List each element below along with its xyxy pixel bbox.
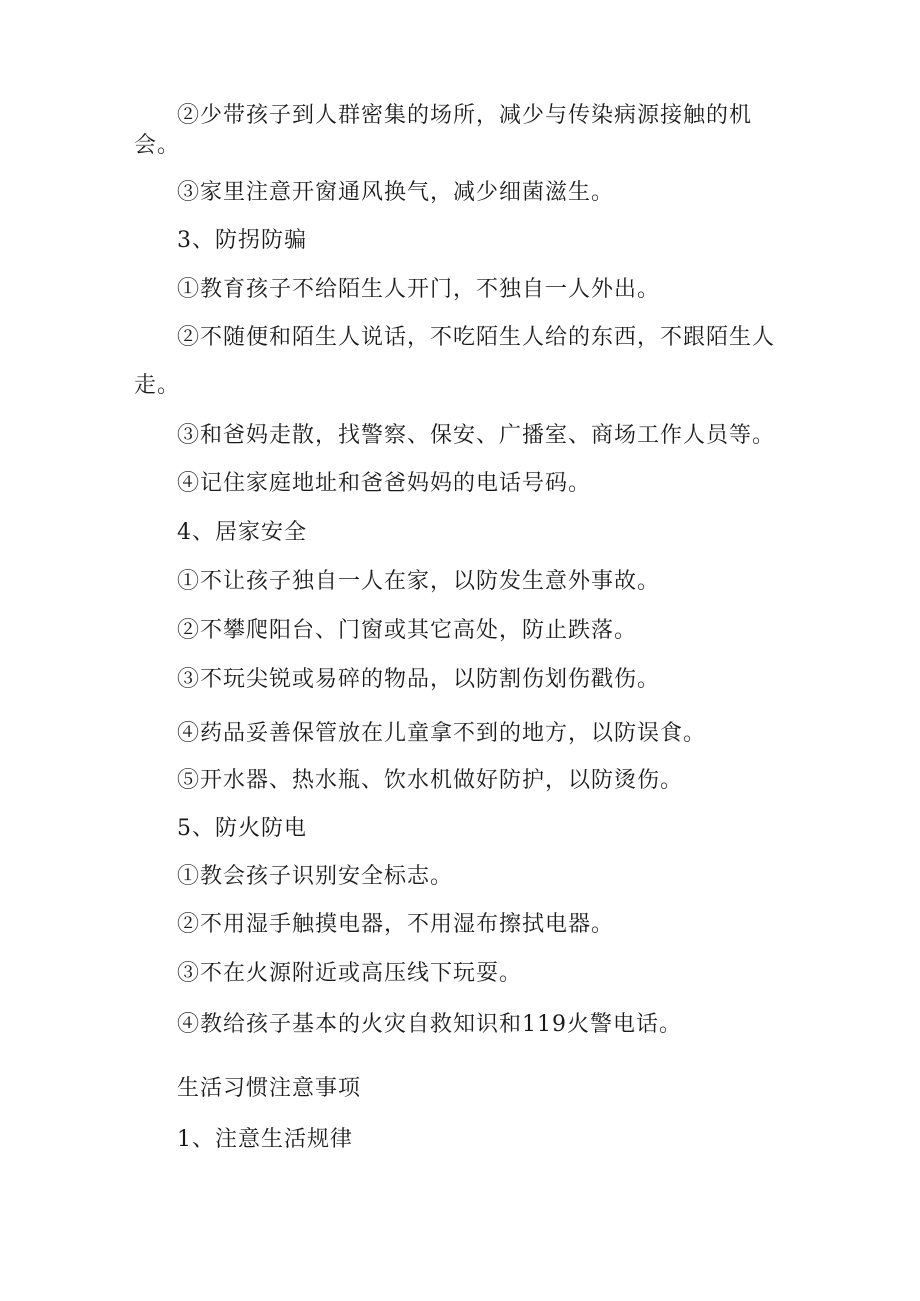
section-title: 生活习惯注意事项 <box>177 1076 362 1101</box>
paragraph-line: ②不攀爬阳台、门窗或其它高处，防止跌落。 <box>177 618 638 643</box>
paragraph-line: ④记住家庭地址和爸爸妈妈的电话号码。 <box>177 471 592 496</box>
section-heading: 3、防拐防骗 <box>177 228 307 253</box>
section-heading: 1、注意生活规律 <box>177 1127 353 1152</box>
paragraph-line: ②少带孩子到人群密集的场所，减少与传染病源接触的机 <box>177 103 753 128</box>
section-heading: 5、防火防电 <box>177 816 307 841</box>
paragraph-line: ①教育孩子不给陌生人开门，不独自一人外出。 <box>177 277 661 302</box>
section-heading: 4、居家安全 <box>177 520 307 545</box>
paragraph-line: ③不玩尖锐或易碎的物品，以防割伤划伤戳伤。 <box>177 667 661 692</box>
paragraph-line: 会。 <box>134 133 181 158</box>
paragraph-line: ①不让孩子独自一人在家，以防发生意外事故。 <box>177 569 661 594</box>
paragraph-line: ①教会孩子识别安全标志。 <box>177 864 454 889</box>
paragraph-line: ③家里注意开窗通风换气，减少细菌滋生。 <box>177 180 615 205</box>
paragraph-line: ②不随便和陌生人说话，不吃陌生人给的东西，不跟陌生人 <box>177 325 776 350</box>
paragraph-line: ③和爸妈走散，找警察、保安、广播室、商场工作人员等。 <box>177 423 776 448</box>
paragraph-line: ④教给孩子基本的火灾自救知识和119火警电话。 <box>177 1012 682 1037</box>
paragraph-line: ④药品妥善保管放在儿童拿不到的地方，以防误食。 <box>177 721 707 746</box>
paragraph-line: ⑤开水器、热水瓶、饮水机做好防护，以防烫伤。 <box>177 768 684 793</box>
paragraph-line: ②不用湿手触摸电器，不用湿布擦拭电器。 <box>177 912 615 937</box>
paragraph-line: 走。 <box>134 373 181 398</box>
paragraph-line: ③不在火源附近或高压线下玩耍。 <box>177 961 523 986</box>
